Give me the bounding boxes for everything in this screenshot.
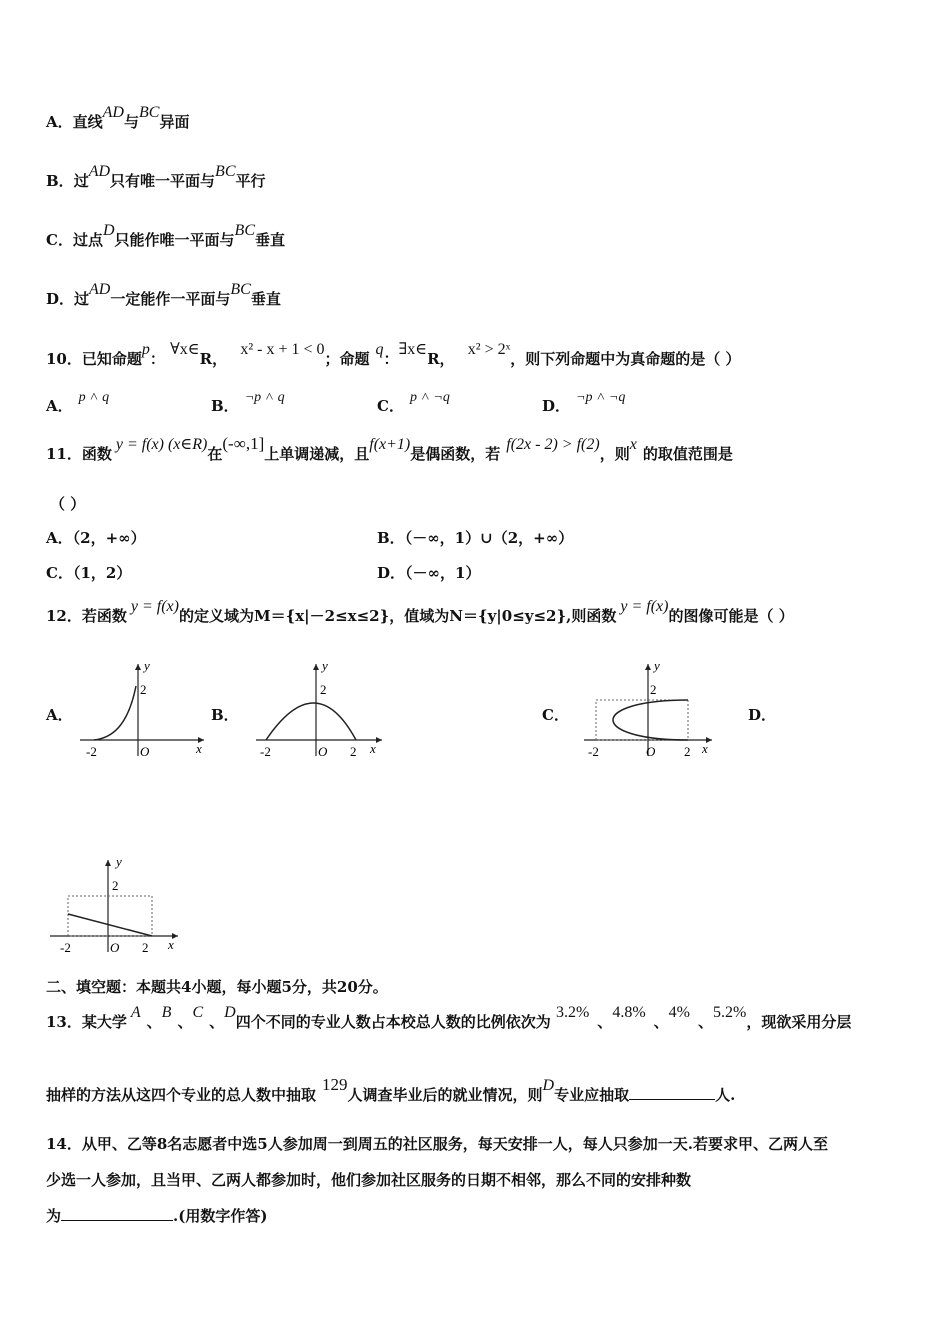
option-text: （1，2） xyxy=(72,564,132,582)
text: 为 xyxy=(46,1207,62,1225)
math-bc: BC xyxy=(234,222,255,239)
y-axis-label: y xyxy=(116,854,122,869)
percent: 5.2% xyxy=(713,1004,747,1021)
tick-label: 2 xyxy=(320,682,327,697)
math-p: p xyxy=(141,341,150,358)
graph-a xyxy=(72,656,212,762)
q13-stem-line2 xyxy=(46,1075,736,1106)
section-2-title: 二、填空题：本题共4小题，每小题5分，共20分。 xyxy=(46,978,388,996)
math-ineq-p: x² - x + 1 < 0 xyxy=(240,341,325,358)
tick-label: 2 xyxy=(650,682,657,697)
curve xyxy=(613,700,688,740)
math-exists: ∃x∈ xyxy=(398,341,428,358)
math-interval: (-∞,1] xyxy=(222,434,265,453)
math-forall: ∀x∈ xyxy=(170,341,200,358)
tick-label: 2 xyxy=(112,878,119,893)
text: 、 xyxy=(209,1013,225,1031)
text: 在 xyxy=(207,445,223,463)
q9-option-a xyxy=(46,104,190,133)
math-ad: AD xyxy=(89,281,111,298)
option-label: D． xyxy=(377,564,406,582)
q10-option-c xyxy=(377,390,450,418)
origin-label: O xyxy=(140,744,150,759)
q14-line2: 少选一人参加，且当甲、乙两人都参加时，他们参加社区服务的日期不相邻，那么不同的安排种数 xyxy=(46,1171,692,1189)
option-label: A． xyxy=(46,397,73,415)
q11-answer-paren xyxy=(50,494,85,514)
text: 一定能作一平面与 xyxy=(110,290,231,308)
curve xyxy=(94,686,136,740)
text: 垂直 xyxy=(250,290,281,308)
option-label: B． xyxy=(211,397,239,415)
q10-option-a xyxy=(46,390,110,418)
text: 、 xyxy=(697,1013,713,1031)
text: 只能作唯一平面与 xyxy=(114,231,235,249)
option-text: （－∞，1）∪（2，+∞） xyxy=(404,529,574,547)
text: ： xyxy=(149,350,165,368)
y-axis-label: y xyxy=(322,658,328,673)
curve xyxy=(68,914,152,936)
q14-line3 xyxy=(46,1206,267,1226)
text: 12．若函数 xyxy=(46,607,127,625)
text: 与 xyxy=(123,113,139,131)
origin-label: O xyxy=(318,744,328,759)
text: 11．函数 xyxy=(46,445,112,463)
answer-blank[interactable] xyxy=(629,1085,715,1100)
q12-option-c-label: C． xyxy=(542,706,569,724)
percent: 4.8% xyxy=(612,1004,646,1021)
text: 上单调递减，且 xyxy=(264,445,370,463)
math-bc: BC xyxy=(230,281,251,298)
tick-label: 2 xyxy=(140,682,147,697)
option-expr: p ˄ q xyxy=(78,390,110,405)
q12-option-d-label: D． xyxy=(748,706,777,724)
origin-label: O xyxy=(110,940,120,955)
option-label: C． xyxy=(377,397,404,415)
tick-label: -2 xyxy=(260,744,271,759)
text: 人调查毕业后的就业情况，则 xyxy=(347,1086,543,1104)
text: 10．已知命题 xyxy=(46,350,142,368)
text: 的取值范围是 xyxy=(642,445,733,463)
math-fx: y = f(x) xyxy=(130,598,179,615)
math-ad: AD xyxy=(88,163,111,180)
bounding-box xyxy=(596,700,688,740)
text: 13．某大学 xyxy=(46,1013,127,1031)
math-bc: BC xyxy=(215,163,236,180)
text: 、 xyxy=(146,1013,162,1031)
option-label: B． xyxy=(377,529,405,547)
q11-option-a xyxy=(46,528,146,548)
text: 四个不同的专业人数占本校总人数的比例依次为 xyxy=(235,1013,551,1031)
q12-stem xyxy=(46,598,794,627)
text: 垂直 xyxy=(255,231,286,249)
q9-option-b xyxy=(46,163,266,192)
text: 、 xyxy=(653,1013,669,1031)
math-b: B xyxy=(161,1004,172,1021)
option-label: A． xyxy=(46,529,73,547)
origin-label: O xyxy=(646,744,656,759)
percent: 4% xyxy=(668,1004,690,1021)
text: R， xyxy=(427,350,455,368)
q12-option-b-label: B． xyxy=(211,706,239,724)
option-expr: p ˄ ¬q xyxy=(409,390,450,405)
q14-line1: 14．从甲、乙等8名志愿者中选5人参加周一到周五的社区服务，每天安排一人，每人只参加一天.若要求甲、乙两人至 xyxy=(46,1135,828,1153)
math-ad: AD xyxy=(102,104,124,121)
graph-d xyxy=(46,852,191,958)
option-label: C． xyxy=(46,564,73,582)
x-axis-label: x xyxy=(702,741,708,756)
option-text: （－∞，1） xyxy=(405,564,481,582)
math-fx: y = f(x) xyxy=(620,598,669,615)
x-axis-label: x xyxy=(168,937,174,952)
tick-label: -2 xyxy=(86,744,97,759)
math-bc: BC xyxy=(139,104,160,121)
math-ineq-q: x² > 2ˣ xyxy=(467,341,511,358)
option-expr: ¬p ˄ q xyxy=(244,390,285,405)
q13-stem-line1 xyxy=(46,1004,852,1033)
text: 人. xyxy=(715,1086,736,1104)
text: 平行 xyxy=(235,172,266,190)
text: 过 xyxy=(74,290,90,308)
text: .(用数字作答) xyxy=(173,1207,268,1225)
tick-label: -2 xyxy=(60,940,71,955)
text: 的定义域为M＝{x|－2≤x≤2}，值域为N＝{y|0≤y≤2},则函数 xyxy=(178,607,617,625)
text: 直线 xyxy=(72,113,103,131)
math-q: q xyxy=(375,341,384,358)
text: （ ） xyxy=(50,495,86,513)
q12-option-a-label: A． xyxy=(46,706,73,724)
text: 只有唯一平面与 xyxy=(110,172,216,190)
y-axis-label: y xyxy=(654,658,660,673)
q9-option-d xyxy=(46,281,281,310)
option-label: C． xyxy=(46,231,73,249)
math-d: D xyxy=(542,1077,555,1094)
answer-blank[interactable] xyxy=(61,1206,173,1221)
option-label: D． xyxy=(46,290,75,308)
text: 异面 xyxy=(159,113,190,131)
text: 过点 xyxy=(72,231,103,249)
q11-option-c xyxy=(46,563,131,583)
text: ： xyxy=(383,350,399,368)
text: 的图像可能是（ ） xyxy=(668,607,794,625)
q11-stem xyxy=(46,434,733,465)
math-x: x xyxy=(629,436,637,453)
tick-label: -2 xyxy=(588,744,599,759)
percent: 3.2% xyxy=(555,1004,590,1021)
q11-option-b xyxy=(377,528,573,548)
math-ineq: f(2x - 2) > f(2) xyxy=(506,436,600,453)
text: ，现欲采用分层 xyxy=(746,1013,852,1031)
option-label: B． xyxy=(46,172,74,190)
text: 、 xyxy=(177,1013,193,1031)
math-fx: y = f(x) (x∈R) xyxy=(115,436,208,453)
q11-option-d xyxy=(377,563,480,583)
text: R， xyxy=(199,350,228,368)
y-axis-label: y xyxy=(144,658,150,673)
text: 过 xyxy=(73,172,89,190)
text: 、 xyxy=(597,1013,613,1031)
option-label: A． xyxy=(46,113,73,131)
bounding-box xyxy=(68,896,152,936)
math-a: A xyxy=(130,1004,141,1021)
text: ；命题 xyxy=(324,350,370,368)
graph-b xyxy=(252,656,392,762)
text: ，则下列命题中为真命题的是（ ） xyxy=(510,350,741,368)
tick-label: 2 xyxy=(684,744,691,759)
q9-option-c xyxy=(46,222,286,251)
text: 抽样的方法从这四个专业的总人数中抽取 xyxy=(46,1086,317,1104)
tick-label: 2 xyxy=(350,744,357,759)
x-axis-label: x xyxy=(370,741,376,756)
q10-option-b xyxy=(211,390,285,418)
math-c: C xyxy=(192,1004,204,1021)
math-d: D xyxy=(102,222,115,239)
math-d: D xyxy=(224,1004,236,1021)
text: ，则 xyxy=(599,445,630,463)
option-expr: ¬p ˄ ¬q xyxy=(576,390,626,405)
option-label: D． xyxy=(542,397,571,415)
text: 专业应抽取 xyxy=(554,1086,630,1104)
tick-label: 2 xyxy=(142,940,149,955)
q10-stem xyxy=(46,341,741,370)
text: 是偶函数，若 xyxy=(410,445,501,463)
curve xyxy=(266,703,356,740)
x-axis-label: x xyxy=(196,741,202,756)
option-text: （2，+∞） xyxy=(72,529,146,547)
math-n: 129 xyxy=(322,1075,348,1094)
math-fx1: f(x+1) xyxy=(369,436,411,453)
q10-option-d xyxy=(542,390,626,418)
graph-c xyxy=(578,656,723,762)
